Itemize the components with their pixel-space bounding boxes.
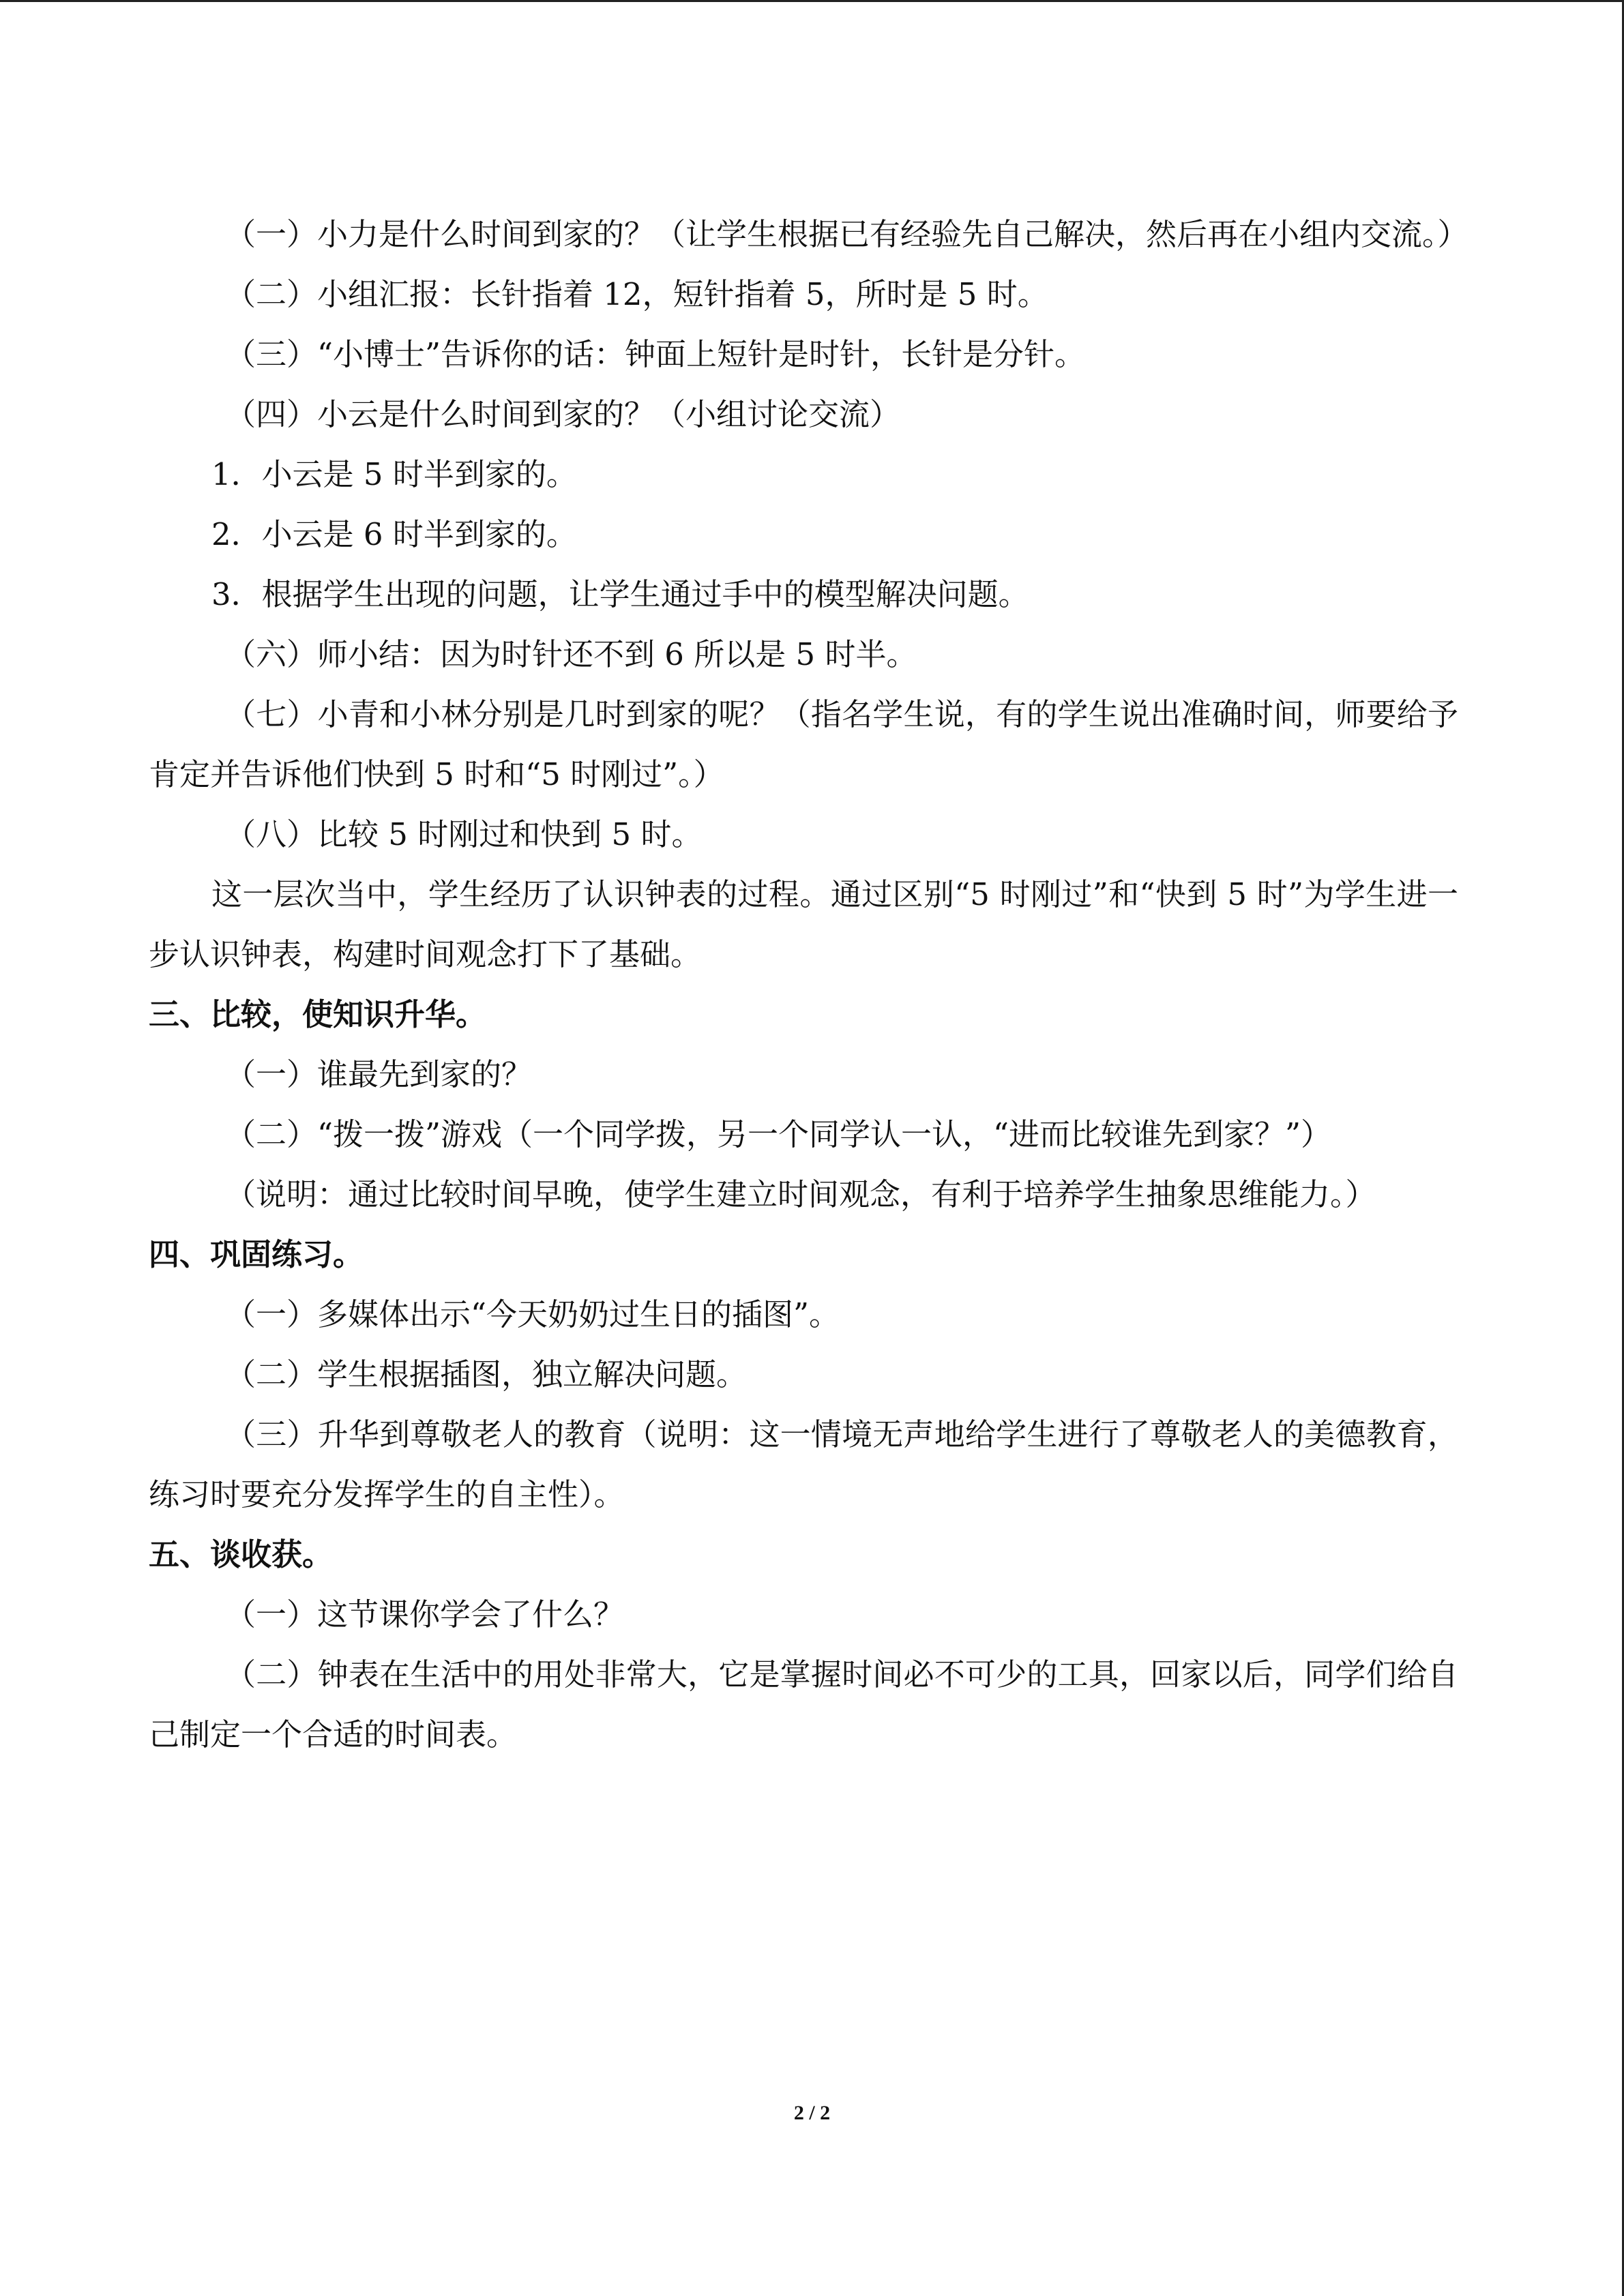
- paragraph: （一）小力是什么时间到家的？（让学生根据已有经验先自己解决，然后再在小组内交流。）: [225, 216, 1468, 252]
- paragraph: （二）钟表在生活中的用处非常大，它是掌握时间必不可少的工具，回家以后，同学们给自己制定一个合适的时间表。: [149, 1656, 1458, 1753]
- paragraph: （一）谁最先到家的？: [225, 1056, 533, 1092]
- paragraph: 这一层次当中，学生经历了认识钟表的过程。通过区别“5 时刚过”和“快到 5 时”为学生进一步认识钟表，构建时间观念打下了基础。: [149, 876, 1458, 972]
- paragraph: （一）多媒体出示“今天奶奶过生日的插图”。: [225, 1296, 840, 1332]
- paragraph: （四）小云是什么时间到家的？（小组讨论交流）: [225, 396, 901, 432]
- paragraph: （三）“小博士”告诉你的话：钟面上短针是时针，长针是分针。: [225, 336, 1086, 372]
- paragraph: （二）小组汇报：长针指着 12，短针指着 5，所时是 5 时。: [225, 276, 1048, 312]
- paragraph: （二）“拨一拨”游戏（一个同学拨，另一个同学认一认，“进而比较谁先到家？”）: [225, 1116, 1332, 1152]
- list-item: 2．小云是 6 时半到家的。: [211, 516, 577, 552]
- section-heading: 三、比较，使知识升华。: [149, 996, 487, 1032]
- list-item: 1．小云是 5 时半到家的。: [211, 456, 577, 492]
- paragraph: （八）比较 5 时刚过和快到 5 时。: [225, 816, 703, 852]
- paragraph: （三）升华到尊敬老人的教育（说明：这一情境无声地给学生进行了尊敬老人的美德教育，练习时要充分发挥学生的自主性）。: [149, 1416, 1458, 1512]
- paragraph: （说明：通过比较时间早晚，使学生建立时间观念，有利于培养学生抽象思维能力。）: [225, 1176, 1376, 1212]
- section-heading: 五、谈收获。: [149, 1536, 334, 1572]
- section-heading: 四、巩固练习。: [149, 1236, 364, 1272]
- paragraph: （一）这节课你学会了什么？: [225, 1596, 625, 1632]
- list-item: 3．根据学生出现的问题，让学生通过手中的模型解决问题。: [211, 576, 1029, 612]
- document-body: [149, 205, 1468, 1765]
- paragraph: （六）师小结：因为时针还不到 6 所以是 5 时半。: [225, 636, 917, 672]
- page-number: 2 / 2: [793, 2102, 831, 2124]
- paragraph: （七）小青和小林分别是几时到家的呢？（指名学生说，有的学生说出准确时间，师要给予肯定并告诉他们快到 5 时和“5 时刚过”。）: [149, 696, 1458, 792]
- paragraph: （二）学生根据插图，独立解决问题。: [225, 1356, 748, 1392]
